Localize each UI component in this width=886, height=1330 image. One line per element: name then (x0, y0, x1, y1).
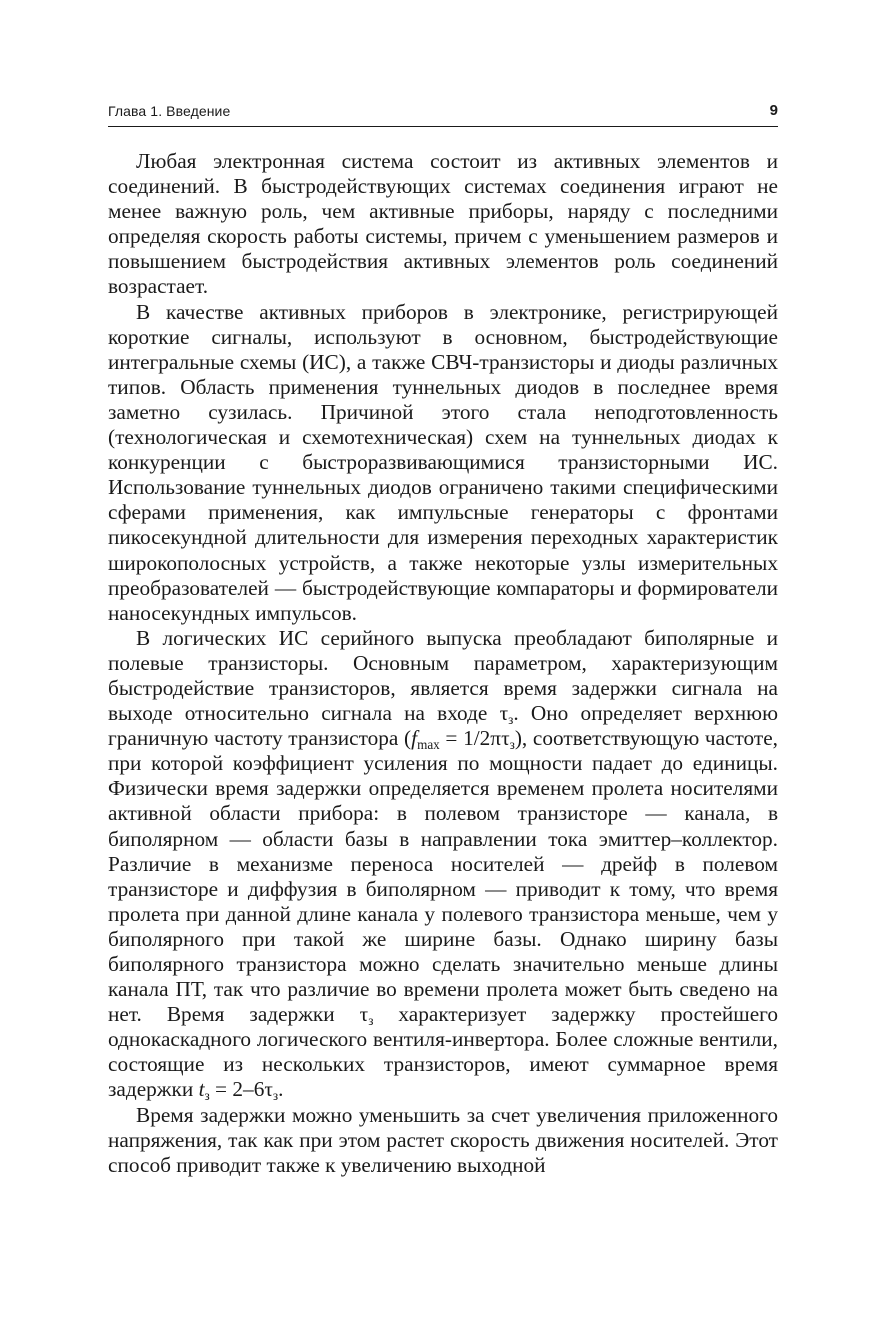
chapter-title: Глава 1. Введение (108, 103, 231, 119)
body-text (108, 149, 778, 1178)
p3-text-3: = 1/2πτ (439, 726, 510, 751)
t-symbol: t (198, 1077, 205, 1102)
p3-text-2: . Оно определяет верхнюю граничную частоту транзистора ( (108, 701, 778, 751)
paragraph-1: Любая электронная система состоит из активных элементов и соединений. В быстродействующих системах соединения играют не менее важную роль, чем активные приборы, наряду с последними определяя скорость работы системы, причем с уменьшением размеров и повышением быстродействия активных элементов роль соединений возрастает. (108, 149, 778, 299)
subscript-z: з (204, 1088, 210, 1104)
tau-symbol: τ (264, 1077, 273, 1102)
p3-text-1: В логических ИС серийного выпуска преобладают биполярные и полевые транзисторы. Основным параметром, характеризующим быстродействие транзисторов, является время задержки сигнала на выходе относительно сигнала на входе (108, 625, 778, 726)
running-header (108, 102, 778, 127)
p3-text-7: . (278, 1077, 284, 1102)
subscript-z: з (509, 737, 515, 753)
f-symbol: f (411, 726, 418, 751)
subscript-z: з (272, 1088, 279, 1104)
p3-text-5: характеризует задержку простейшего однокаскадного логического вентиля-инвертора. Более сложные вентили, состоящие из нескольких транзисторов, имеют суммарное время задержки (108, 1002, 778, 1102)
tau-symbol: τ (359, 1002, 369, 1027)
paragraph-3 (108, 626, 778, 1103)
subscript-z: з (508, 712, 514, 728)
page-number: 9 (769, 102, 778, 119)
p3-text-4: ), соответствующую частоте, при которой коэффициент усиления по мощности падает до единицы. Физически время задержки определяется временем пролета носителями активной области прибора: в полевом транзисторе — канала, в биполярном — области базы в направлении тока эмиттер–коллектор. Различие в механизме переноса носителей — дрейф в полевом транзисторе и диффузия в биполярном — приводит к тому, что время пролета при данной длине канала у полевого транзистора меньше, чем у биполярного при такой же ширине базы. Однако ширину базы биполярного транзистора можно сделать значительно меньше длины канала ПТ, так что различие во времени пролета может быть сведено на нет. Время задержки (108, 726, 778, 1027)
book-page (108, 102, 778, 1178)
paragraph-2: В качестве активных приборов в электронике, регистрирующей короткие сигналы, используют в основном, быстродействующие интегральные схемы (ИС), а также СВЧ-транзисторы и диоды различных типов. Область применения туннельных диодов в последнее время заметно сузилась. Причиной этого стала неподготовленность (технологическая и схемотехническая) схем на туннельных диодах к конкуренции с быстроразвивающимися транзисторными ИС. Использование туннельных диодов ограничено такими специфическими сферами применения, как импульсные генераторы с фронтами пикосекундной длительности для измерения переходных характеристик широкополосных устройств, а также некоторые узлы измерительных преобразователей — быстродействующие компараторы и формирователи наносекундных импульсов. (108, 299, 778, 625)
paragraph-4: Время задержки можно уменьшить за счет увеличения приложенного напряжения, так как при этом растет скорость движения носителей. Этот способ приводит также к увеличению выходной (108, 1102, 778, 1177)
p3-text-6: = 2–6 (209, 1077, 265, 1102)
tau-symbol: τ (499, 701, 509, 726)
subscript-z: з (368, 1013, 374, 1029)
subscript-max: max (417, 737, 440, 753)
